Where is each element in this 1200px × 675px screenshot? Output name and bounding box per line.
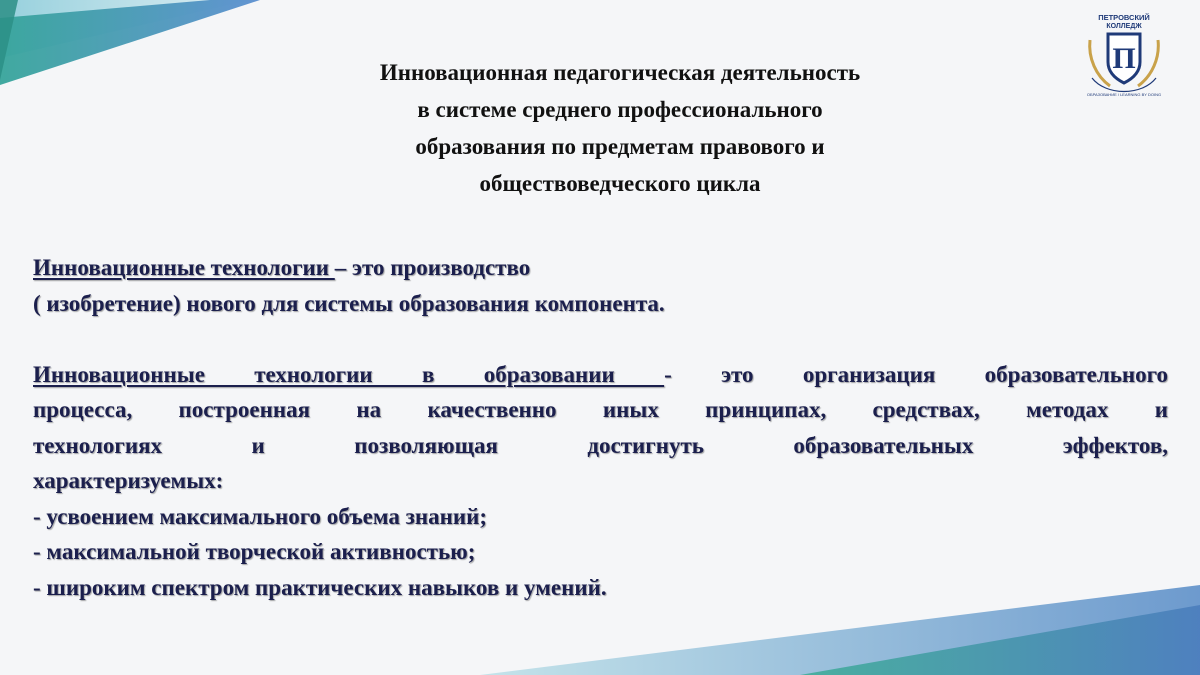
logo-text-bottom: КОЛЛЕДЖ: [1106, 23, 1142, 30]
title-line-4: обществоведческого цикла: [479, 171, 761, 196]
definition-2-line-2: процесса, построенная на качественно иных принципах, средствах, методах и: [33, 397, 1168, 422]
definition-2-text: - это организация образовательного: [664, 361, 1169, 387]
slide-title: [250, 54, 990, 202]
bullet-item-3: - широким спектром практических навыков и умений.: [33, 574, 607, 600]
definition-2-line-3: технологиях и позволяющая достигнуть образовательных эффектов,: [33, 432, 1168, 458]
definition-2-term: Инновационные технологии в образовании: [33, 361, 665, 387]
logo-monogram: П: [1112, 42, 1136, 75]
definition-1-line-2: ( изобретение) нового для системы образования компонента.: [33, 290, 665, 316]
logo-text-top: ПЕТРОВСКИЙ: [1098, 13, 1150, 22]
definition-2-line-4: характеризуемых:: [33, 468, 224, 493]
bullet-item-2: - максимальной творческой активностью;: [33, 539, 476, 564]
definition-2-line-1: [33, 357, 1168, 393]
title-line-1: Инновационная педагогическая деятельность: [379, 60, 861, 85]
logo-ribbon-text: ОБРАЗОВАНИЕ / LEARNING BY DOING: [1086, 92, 1162, 97]
definition-1-term: Инновационные технологии: [33, 255, 335, 280]
definition-1-text: – это производство: [334, 255, 531, 280]
bullet-item-1: - усвоением максимального объема знаний;: [33, 503, 488, 529]
title-line-2: в системе среднего профессионального: [417, 97, 823, 122]
definition-1-line-1: [33, 250, 1168, 286]
college-logo: [1084, 10, 1164, 98]
title-line-3: образования по предметам правового и: [415, 134, 825, 159]
paragraph-gap: [33, 321, 1168, 357]
slide-body: [33, 250, 1168, 605]
